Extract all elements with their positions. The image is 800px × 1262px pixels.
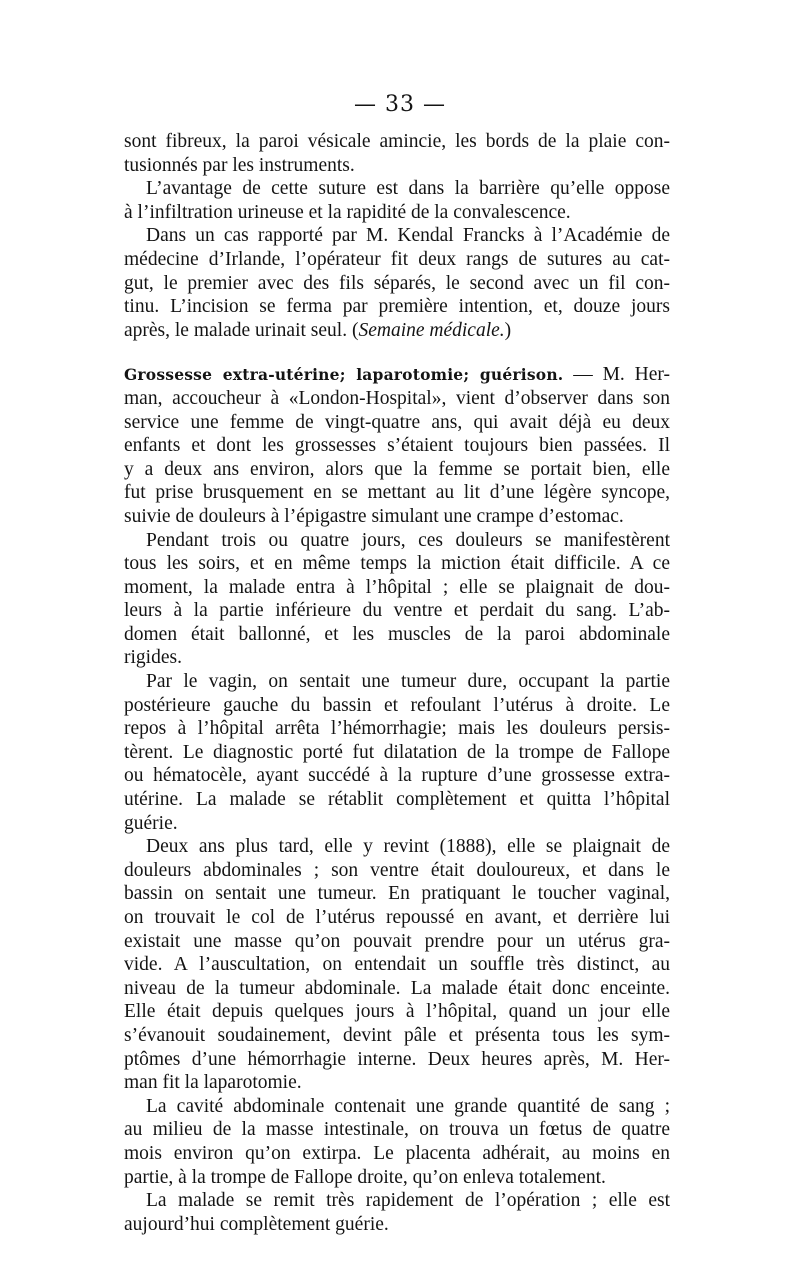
text-line: ou hématocèle, ayant succédé à la rupture d’une grossesse extra- bbox=[124, 765, 670, 787]
text-line: La cavité abdominale contenait une grande quantité de sang ; bbox=[146, 1095, 670, 1117]
paragraph-8 bbox=[124, 1095, 670, 1189]
text-line: au milieu de la masse intestinale, on trouva un fœtus de quatre bbox=[124, 1119, 670, 1141]
paragraph-1 bbox=[124, 130, 670, 177]
text-line: fut prise brusquement en se mettant au lit d’une légère syncope, bbox=[124, 482, 670, 504]
page-number: — 33 — bbox=[354, 92, 446, 117]
text-fragment: — M. Her- bbox=[573, 364, 670, 386]
paragraph-9 bbox=[124, 1189, 670, 1236]
text-fragment: ) bbox=[504, 319, 512, 341]
text-fragment: après, le malade urinait seul. ( bbox=[124, 319, 359, 341]
text-line: postérieure gauche du bassin et refoulant l’utérus à droite. Le bbox=[124, 694, 670, 716]
text-line: domen était ballonné, et les muscles de la paroi abdominale bbox=[124, 623, 670, 645]
text-line: s’évanouit soudainement, devint pâle et présenta tous les sym- bbox=[124, 1024, 670, 1046]
text-line: Par le vagin, on sentait une tumeur dure, occupant la partie bbox=[146, 671, 670, 693]
text-line: on trouvait le col de l’utérus repoussé en avant, et derrière lui bbox=[124, 907, 670, 928]
text-line: man, accoucheur à «London-Hospital», vient d’observer dans son bbox=[124, 387, 670, 409]
text-line: ptômes d’une hémorrhagie interne. Deux heures après, M. Her- bbox=[124, 1048, 670, 1070]
text-line: utérine. La malade se rétablit complètement et quitta l’hôpital bbox=[124, 789, 670, 811]
paragraph-3 bbox=[124, 224, 670, 342]
text-line: Elle était depuis quelques jours à l’hôpital, quand un jour elle bbox=[124, 1001, 670, 1023]
section-heading: Grossesse extra-utérine; laparotomie; guérison. bbox=[124, 365, 564, 385]
text-line: rigides. bbox=[124, 647, 182, 669]
text-line: guérie. bbox=[124, 812, 178, 834]
text-line: La malade se remit très rapidement de l’opération ; elle est bbox=[146, 1190, 670, 1212]
text-line: Deux ans plus tard, elle y revint (1888), elle se plaignait de bbox=[146, 836, 670, 858]
text-line: tusionnés par les instruments. bbox=[124, 154, 355, 176]
text-line: suivie de douleurs à l’épigastre simulant une crampe d’estomac. bbox=[124, 505, 624, 527]
text-line: bassin on sentait une tumeur. En pratiquant le toucher vaginal, bbox=[124, 883, 670, 905]
paragraph-2 bbox=[124, 177, 670, 224]
text-line: douleurs abdominales ; son ventre était douloureux, et dans le bbox=[124, 859, 670, 881]
text-line: man fit la laparotomie. bbox=[124, 1072, 302, 1094]
text-line: sont fibreux, la paroi vésicale amincie, les bords de la plaie con- bbox=[124, 131, 670, 152]
text-line: Dans un cas rapporté par M. Kendal Francks à l’Académie de bbox=[146, 225, 670, 247]
text-line: enfants et dont les grossesses s’étaient toujours bien passées. Il bbox=[124, 435, 670, 457]
text-line: tinu. L’incision se ferma par première intention, et, douze jours bbox=[124, 296, 670, 318]
text-line: moment, la malade entra à l’hôpital ; elle se plaignait de dou- bbox=[124, 576, 670, 598]
text-line: L’avantage de cette suture est dans la barrière qu’elle oppose bbox=[146, 178, 670, 200]
paragraph-6 bbox=[124, 670, 670, 835]
text-line bbox=[124, 363, 670, 387]
body-text bbox=[124, 130, 670, 1236]
text-line: existait une masse qu’on pouvait prendre pour un utérus gra- bbox=[124, 930, 670, 952]
text-line: y a deux ans environ, alors que la femme se portait bien, elle bbox=[124, 458, 670, 480]
text-line: à l’infiltration urineuse et la rapidité de la convalescence. bbox=[124, 201, 571, 223]
paragraph-5 bbox=[124, 529, 670, 671]
text-line: niveau de la tumeur abdominale. La malade était donc enceinte. bbox=[124, 977, 670, 999]
text-line: tous les soirs, et en même temps la miction était difficile. A ce bbox=[124, 553, 670, 575]
text-line: vide. A l’auscultation, on entendait un souffle très distinct, au bbox=[124, 954, 670, 976]
text-line: gut, le premier avec des fils séparés, le second avec un fil con- bbox=[124, 272, 670, 294]
text-line: leurs à la partie inférieure du ventre et perdait du sang. L’ab- bbox=[124, 600, 670, 622]
text-line bbox=[124, 319, 670, 343]
text-line: aujourd’hui complètement guérie. bbox=[124, 1213, 389, 1235]
text-line: Pendant trois ou quatre jours, ces douleurs se manifestèrent bbox=[146, 529, 670, 551]
source-citation: Semaine médicale. bbox=[358, 319, 505, 341]
text-line: médecine d’Irlande, l’opérateur fit deux rangs de sutures au cat- bbox=[124, 248, 670, 270]
paragraph-7 bbox=[124, 835, 670, 1095]
text-line: mois environ qu’on extirpa. Le placenta adhérait, au moins en bbox=[124, 1142, 670, 1164]
section-gap bbox=[124, 342, 670, 363]
text-line: tèrent. Le diagnostic porté fut dilatation de la trompe de Fallope bbox=[124, 741, 670, 763]
text-line: partie, à la trompe de Fallope droite, qu’on enleva totalement. bbox=[124, 1166, 606, 1188]
text-line: repos à l’hôpital arrêta l’hémorrhagie; mais les douleurs persis- bbox=[124, 718, 670, 740]
paragraph-4 bbox=[124, 363, 670, 528]
text-line: service une femme de vingt-quatre ans, qui avait déjà eu deux bbox=[124, 411, 670, 433]
